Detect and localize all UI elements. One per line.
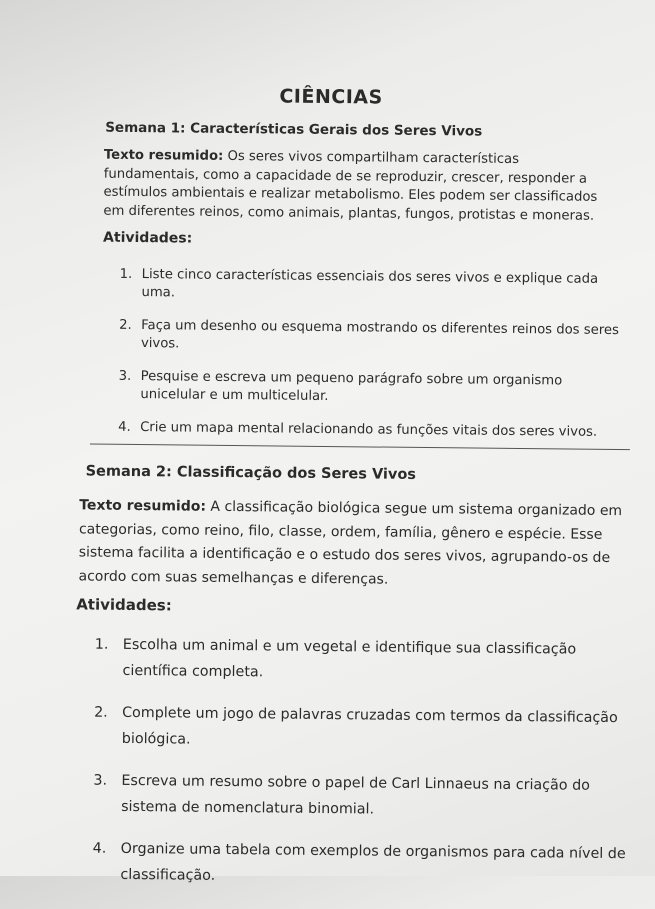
activity-number: 2.	[94, 704, 108, 721]
activity-text: Escreva um resumo sobre o papel de Carl Linnaeus na criação do sistema de nomenclatura binomial.	[121, 772, 591, 818]
week2-summary	[78, 494, 629, 594]
week1-summary-label: Texto resumido:	[103, 147, 224, 164]
week1-summary-text: Os seres vivos compartilham características fundamentais, como a capacidade de se reproduzir, crescer, responder a estímulos ambientais e realizar metabolismo. Eles podem ser classificados em diferentes reinos, como animais, plantas, fungos, protistas e moneras.	[103, 148, 598, 224]
week2-activities-label: Atividades:	[76, 595, 172, 615]
page-title: CIÊNCIAS	[279, 85, 383, 109]
activity-number: 4.	[118, 419, 131, 435]
activity-text: Organize uma tabela com exemplos de organismos para cada nível de classificação.	[120, 840, 626, 884]
week2-summary-text: A classificação biológica segue um sistema organizado em categorias, como reino, filo, classe, ordem, família, gênero e espécie. Esse sistema facilita a identificação e o estudo dos seres vivos, agrupando-os de acordo com suas semelhanças e diferenças.	[78, 498, 623, 588]
activity-number: 4.	[92, 840, 107, 857]
week1-heading: Semana 1: Características Gerais dos Seres Vivos	[105, 119, 483, 140]
week1-activity-item	[119, 317, 619, 358]
activity-number: 1.	[119, 266, 133, 282]
week2-summary-label: Texto resumido:	[79, 497, 207, 515]
activity-number: 3.	[118, 368, 132, 384]
activity-text: Pesquise e escreva um pequeno parágrafo sobre um organismo unicelular e um multicelular.	[140, 369, 563, 405]
week2-activity-item	[94, 632, 635, 690]
week1-activities-label: Atividades:	[103, 229, 193, 247]
activity-text: Escolha um animal e um vegetal e identifique sua classificação científica completa.	[122, 636, 577, 681]
week2-activity-item	[93, 768, 634, 826]
activity-text: Complete um jogo de palavras cruzadas com termos da classificação biológica.	[121, 704, 618, 748]
week2-activity-list	[92, 632, 635, 909]
week1-summary	[103, 147, 614, 226]
activity-number: 2.	[119, 317, 132, 333]
week1-activity-item	[118, 419, 618, 442]
week2-heading: Semana 2: Classificação dos Seres Vivos	[85, 463, 417, 483]
activity-text: Faça um desenho ou esquema mostrando os diferentes reinos dos seres vivos.	[140, 318, 619, 352]
activity-text: Crie um mapa mental relacionando as funções vitais dos seres vivos.	[140, 420, 598, 440]
activity-number: 1.	[94, 636, 109, 653]
week1-activity-list	[118, 266, 620, 457]
activity-text: Liste cinco características essenciais dos seres vivos e explique cada uma.	[141, 267, 599, 301]
week1-activity-item	[119, 266, 619, 307]
activity-number: 3.	[93, 772, 108, 789]
week2-activity-item	[92, 836, 633, 894]
week1-activity-item	[118, 368, 618, 409]
week2-activity-item	[94, 700, 635, 758]
